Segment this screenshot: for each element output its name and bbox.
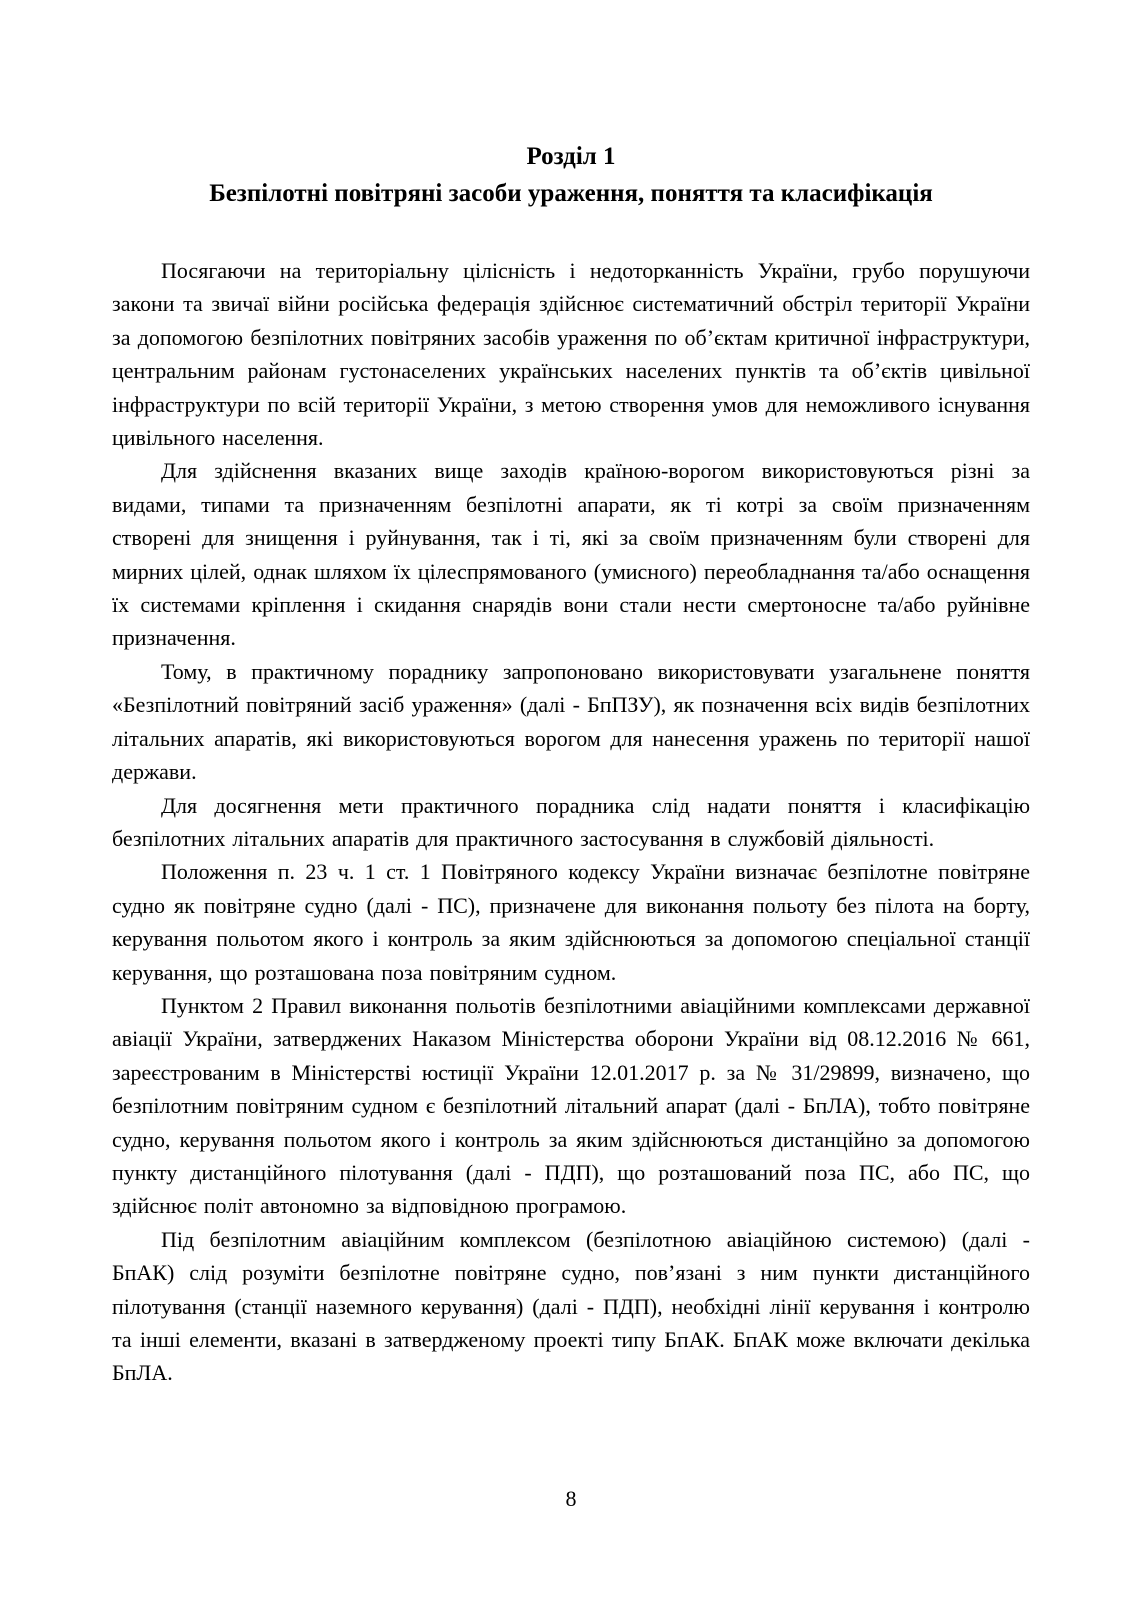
paragraph-2: Для здійснення вказаних вище заходів країною-ворогом використовуються різні за видами, типами та призначенням безпілотні апарати, як ті котрі за своїм призначенням створені для знищення і руйнування, так і ті, які за своїм призначенням були створені для мирних цілей, однак шляхом їх цілеспрямованого (умисного) переобладнання та/або оснащення їх системами кріплення і скидання снарядів вони стали нести смертоносне та/або руйнівне призначення. (112, 458, 1030, 651)
page-number: 8 (565, 1486, 577, 1511)
paragraph-1: Посягаючи на територіальну цілісність і недоторканність України, грубо порушуючи закони та звичаї війни російська федерація здійснює систематичний обстріл території України за допомогою безпілотних повітряних засобів ураження по об’єктам критичної інфраструктури, центральним районам густонаселених українських населених пунктів та об’єктів цивільної інфраструктури по всій території України, з метою створення умов для неможливого існування цивільного населення. (112, 258, 1030, 451)
page-content (112, 138, 1030, 1390)
chapter-heading (112, 138, 1030, 212)
paragraph-3: Тому, в практичному пораднику запропоновано використовувати узагальнене поняття «Безпілотний повітряний засіб ураження» (далі - БпПЗУ), як позначення всіх видів безпілотних літальних апаратів, які використовуються ворогом для нанесення уражень по території нашої держави. (112, 658, 1030, 785)
chapter-subtitle: Безпілотні повітряні засоби ураження, поняття та класифікація (209, 180, 933, 207)
paragraph-4: Для досягнення мети практичного порадника слід надати поняття і класифікацію безпілотних літальних апаратів для практичного застосування в службовій діяльності. (112, 792, 1030, 851)
paragraph-6: Пунктом 2 Правил виконання польотів безпілотними авіаційними комплексами державної авіації України, затверджених Наказом Міністерства оборони України від 08.12.2016 № 661, зареєстрованим в Міністерстві юстиції України 12.01.2017 р. за № 31/29899, визначено, що безпілотним повітряним судном є безпілотний літальний апарат (далі - БпЛА), тобто повітряне судно, керування польотом якого і контроль за яким здійснюються дистанційно за допомогою пункту дистанційного пілотування (далі - ПДП), що розташований поза ПС, або ПС, що здійснює політ автономно за відповідною програмою. (112, 992, 1030, 1219)
paragraph-7: Під безпілотним авіаційним комплексом (безпілотною авіаційною системою) (далі - БпАК) слід розуміти безпілотне повітряне судно, пов’язані з ним пункти дистанційного пілотування (станції наземного керування) (далі - ПДП), необхідні лінії керування і контролю та інші елементи, вказані в затвердженому проекті типу БпАК. БпАК може включати декілька БпЛА. (112, 1226, 1030, 1386)
chapter-title: Розділ 1 (526, 143, 616, 170)
paragraph-5: Положення п. 23 ч. 1 ст. 1 Повітряного кодексу України визначає безпілотне повітряне судно як повітряне судно (далі - ПС), призначене для виконання польоту без пілота на борту, керування польотом якого і контроль за яким здійснюються за допомогою спеціальної станції керування, що розташована поза повітряним судном. (112, 859, 1030, 985)
